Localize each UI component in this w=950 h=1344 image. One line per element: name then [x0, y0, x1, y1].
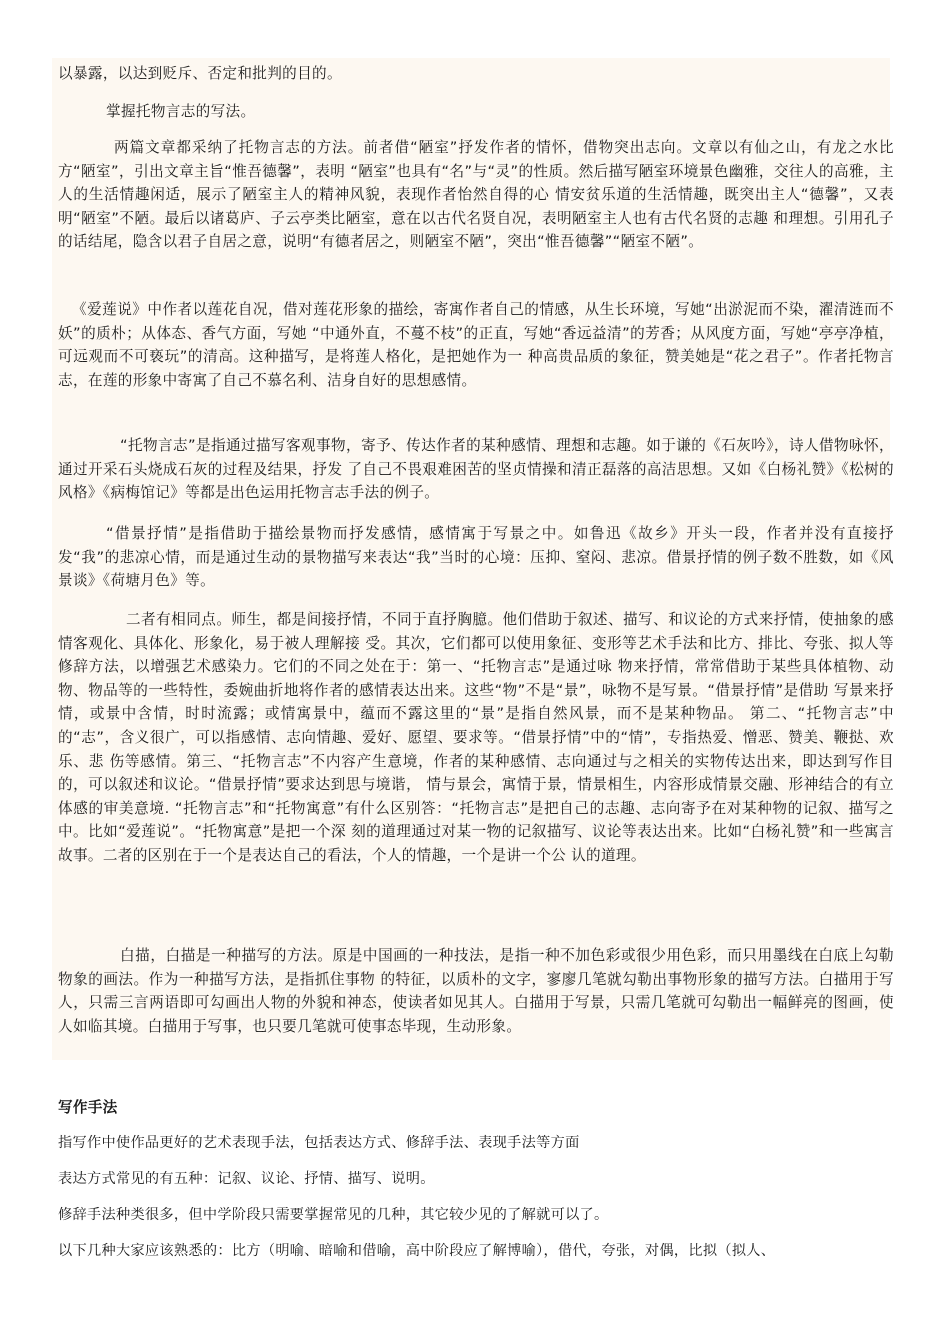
paragraph-8: 白描，白描是一种描写的方法。原是中国画的一种技法，是指一种不加色彩或很少用色彩，而只用墨线在白底上勾勒物象的画法。作为一种描写方法，是指抓住事物 的特征，以质朴的文字，寥廖几笔就勾勒出事物形象的描写方法。白描用于写人，只需三言两语即可勾画出人物的外貌和神态，使读者如见其人。白描用于写景，只需几笔就可勾勒出一幅鲜亮的图画，使人如临其境。白描用于写事，也只要几笔就可使事态毕现，生动形象。 [58, 947, 894, 1035]
paragraph-4: 《爱莲说》中作者以莲花自况，借对莲花形象的描绘，寄寓作者自己的情感，从生长环境，写她“出淤泥而不染，濯清涟而不妖”的质朴；从体态、香气方面，写她 “中通外直，不蔓不枝”的正直，写她“香远益清”的芳香；从风度方面，写她“亭亭净植，可远观而不可亵玩”的清高。这种描写，是将莲人格化，是把她作为一 种高贵品质的象征，赞美她是“花之君子”。作者托物言志，在莲的形象中寄寓了自己不慕名利、洁身自好的思想感情。 [58, 301, 894, 389]
paragraph-10: 表达方式常见的有五种：记叙、议论、抒情、描写、说明。 [58, 1171, 435, 1187]
paragraph-3: 两篇文章都采纳了托物言志的方法。前者借“陋室”抒发作者的情怀，借物突出志向。文章以有仙之山，有龙之水比方“陋室”，引出文章主旨“惟吾德馨”，表明 “陋室”也具有“名”与“灵”的性质。然后描写陋室环境景色幽雅，交往人的高雅，主人的生活情趣闲适，展示了陋室主人的精神风貌，表现作者怡然自得的心 情安贫乐道的生活情趣，既突出主人“德馨”，又表明“陋室”不陋。最后以诸葛庐、子云亭类比陋室，意在以古代名贤自况，表明陋室主人也有古代名贤的志趣 和理想。引用孔子的话结尾，隐含以君子自居之意，说明“有德者居之，则陋室不陋”，突出“惟吾德馨”“陋室不陋”。 [58, 139, 894, 251]
paragraph-1: 以暴露，以达到贬斥、否定和批判的目的。 [58, 65, 342, 82]
paragraph-2: 掌握托物言志的写法。 [106, 103, 256, 120]
paragraph-9: 指写作中使作品更好的艺术表现手法，包括表达方式、修辞手法、表现手法等方面 [58, 1135, 580, 1151]
section-heading: 写作手法 [58, 1099, 118, 1116]
paragraph-12: 以下几种大家应该熟悉的：比方（明喻、暗喻和借喻，高中阶段应了解博喻），借代，夸张，对偶，比拟（拟人、 [58, 1243, 776, 1259]
paragraph-6: “借景抒情”是指借助于描绘景物而抒发感情，感情寓于写景之中。如鲁迅《故乡》开头一段，作者并没有直接抒发“我”的悲凉心情，而是通过生动的景物描写来表达“我”当时的心境：压抑、窒闷、悲凉。借景抒情的例子数不胜数，如《风景谈》《荷塘月色》等。 [58, 525, 894, 590]
paragraph-7: 二者有相同点。师生，都是间接抒情，不同于直抒胸臆。他们借助于叙述、描写、和议论的方式来抒情，使抽象的感情客观化、具体化、形象化，易于被人理解接 受。其次，它们都可以使用象征、变形等艺术手法和比方、排比、夸张、拟人等修辞方法，以增强艺术感染力。它们的不同之处在于：第一、“托物言志”是通过咏 物来抒情，常常借助于某些具体植物、动物、物品等的一些特性，委婉曲折地将作者的感情表达出来。这些“物”不是“景”，咏物不是写景。“借景抒情”是借助 写景来抒情，或景中含情，时时流露；或情寓景中，蕴而不露这里的“景”是指自然风景，而不是某种物品。 第二、“托物言志”中的“志”，含义很广，可以指感情、志向情趣、爱好、愿望、要求等。“借景抒情”中的“情”，专指热爱、憎恶、赞美、鞭挞、欢乐、悲 伤等感情。第三、“托物言志”不内容产生意境，作者的某种感情、志向通过与之相关的实物传达出来，即达到写作目的，可以叙述和议论。“借景抒情”要求达到思与境谐， 情与景会，寓情于景，情景相生，内容形成情景交融、形神结合的有立体感的审美意境. “托物言志”和“托物寓意”有什么区别答：“托物言志”是把自己的志趣、志向寄予在对某种物的记叙、描写之中。比如“爱莲说”。“托物寓意”是把一个深 刻的道理通过对某一物的记叙描写、议论等表达出来。比如“白杨礼赞”和一些寓言故事。二者的区别在于一个是表达自己的看法，个人的情趣，一个是讲一个公 认的道理。 [58, 611, 894, 864]
paragraph-5: “托物言志”是指通过描写客观事物，寄予、传达作者的某种感情、理想和志趣。如于谦的《石灰吟》，诗人借物咏怀，通过开采石头烧成石灰的过程及结果，抒发 了自己不畏艰难困苦的坚贞情操和清正磊落的高洁思想。又如《白杨礼赞》《松树的风格》《病梅馆记》等都是出色运用托物言志手法的例子。 [58, 437, 894, 502]
paragraph-11: 修辞手法种类很多，但中学阶段只需要掌握常见的几种，其它较少见的了解就可以了。 [58, 1207, 609, 1223]
